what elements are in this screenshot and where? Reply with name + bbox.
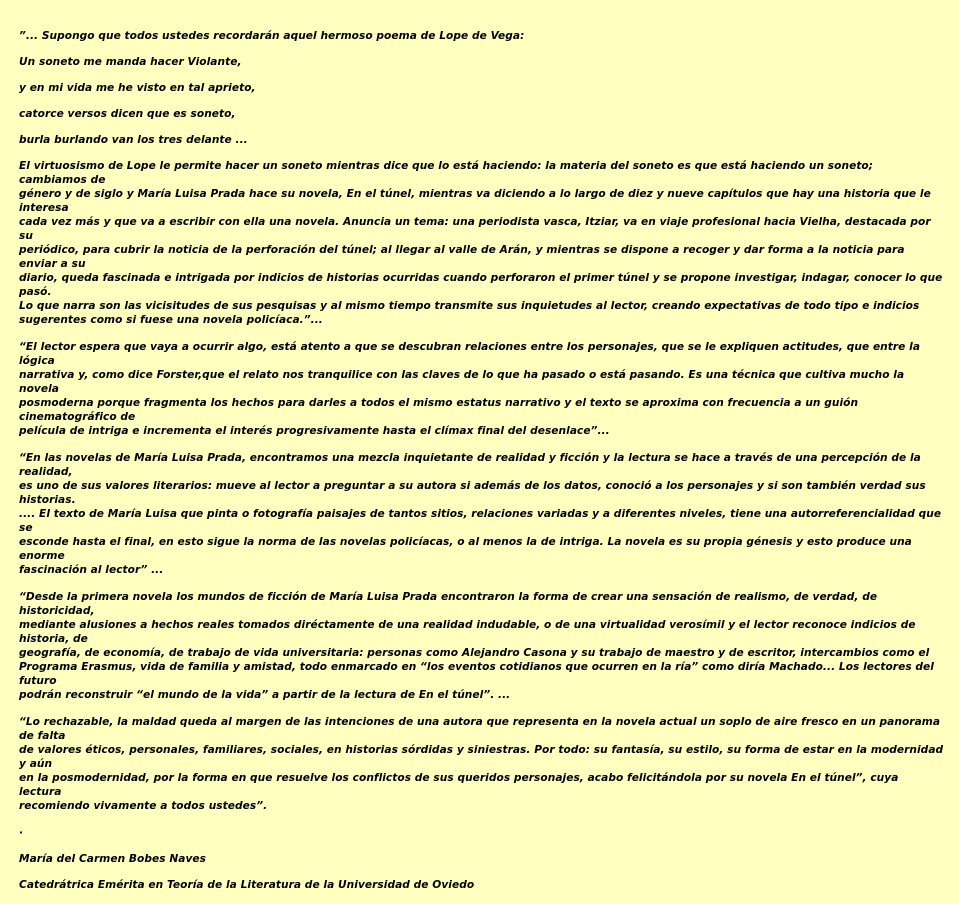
- separator-mark: ·: [19, 827, 24, 839]
- intro-line: ”... Supongo que todos ustedes recordarán aquel hermoso poema de Lope de Vega:: [19, 30, 525, 42]
- paragraph-4: “Desde la primera novela los mundos de ficción de María Luisa Prada encontraron la forma de crear una sensación de realismo, de verdad, de historicidad, mediante alusiones a hechos reales tomados diréctamente de una realidad indudable, o de una virtualidad verosímil y el lector reconoce indicios de historia, de geografía, de economía, de trabajo de vida universitaria: personas como Alejandro Casona y su trabajo de maestro y de escritor, intercambios como el Programa Erasmus, vida de familia y amistad, todo enmarcado en “los eventos cotidianos que ocurren en la ría” como diría Machado... Los lectores del futuro podrán reconstruir “el mundo de la vida” a partir de la lectura de En el túnel”. ...: [19, 591, 934, 701]
- document-body: [19, 29, 944, 904]
- paragraph-2: “El lector espera que vaya a ocurrir algo, está atento a que se descubran relaciones entre los personajes, que se le expliquen actitudes, que entre la lógica narrativa y, como dice Forster,que el relato nos tranquilice con las claves de lo que ha pasado o está pasando. Es una técnica que cultiva mucho la novela posmoderna porque fragmenta los hechos para darles a todos el mismo estatus narrativo y el texto se aproxima con frecuencia a un guión cinematográfico de película de intriga e incrementa el interés progresivamente hasta el clímax final del desenlace”...: [19, 341, 921, 437]
- signature-title: Catedrátrica Emérita en Teoría de la Literatura de la Universidad de Oviedo: [19, 879, 475, 891]
- paragraph-5: “Lo rechazable, la maldad queda al margen de las intenciones de una autora que representa en la novela actual un soplo de aire fresco en un panorama de falta de valores éticos, personales, familiares, sociales, en historias sórdidas y siniestras. Por todo: su fantasía, su estilo, su forma de estar en la modernidad y aún en la posmodernidad, por la forma en que resuelve los conflictos de sus queridos personajes, acabo felicitándola por su novela En el túnel”, cuya lectura recomiendo vivamente a todos ustedes”.: [19, 716, 944, 812]
- verse-line-4: burla burlando van los tres delante ...: [19, 134, 248, 146]
- verse-line-1: Un soneto me manda hacer Violante,: [19, 56, 242, 68]
- paragraph-1: El virtuosismo de Lope le permite hacer un soneto mientras dice que lo está haciendo: la materia del soneto es que está haciendo un soneto; cambiamos de género y de siglo y María Luisa Prada hace su novela, En el túnel, mientras va diciendo a lo largo de diez y nueve capítulos que hay una historia que le interesa cada vez más y que va a escribir con ella una novela. Anuncia un tema: una periodista vasca, Itziar, va en viaje profesional hacia Vielha, destacada por su periódico, para cubrir la noticia de la perforación del túnel; al llegar al valle de Arán, y mientras se dispone a recoger y dar forma a la noticia para enviar a su diario, queda fascinada e intrigada por indicios de historias ocurridas cuando perforaron el primer túnel y se propone investigar, indagar, conocer lo que pasó. Lo que narra son las vicisitudes de sus pesquisas y al mismo tiempo transmite sus inquietudes al lector, creando expectativas de todo tipo e indicios sugerentes como si fuese una novela policíaca.”...: [19, 160, 943, 326]
- paragraph-3: “En las novelas de María Luisa Prada, encontramos una mezcla inquietante de realidad y ficción y la lectura se hace a través de una percepción de la realidad, es uno de sus valores literarios: mueve al lector a preguntar a su autora si además de los datos, conoció a los personajes y si son también verdad sus historias. .... El texto de María Luisa que pinta o fotografía paisajes de tantos sitios, relaciones variadas y a diferentes niveles, tiene una autorreferencialidad que se esconde hasta el final, en esto sigue la norma de las novelas policíacas, o al menos la de intriga. La novela es su propia génesis y esto produce una enorme fascinación al lector” ...: [19, 452, 942, 576]
- verse-line-3: catorce versos dicen que es soneto,: [19, 108, 236, 120]
- signature-name: María del Carmen Bobes Naves: [19, 853, 206, 865]
- verse-line-2: y en mi vida me he visto en tal aprieto,: [19, 82, 256, 94]
